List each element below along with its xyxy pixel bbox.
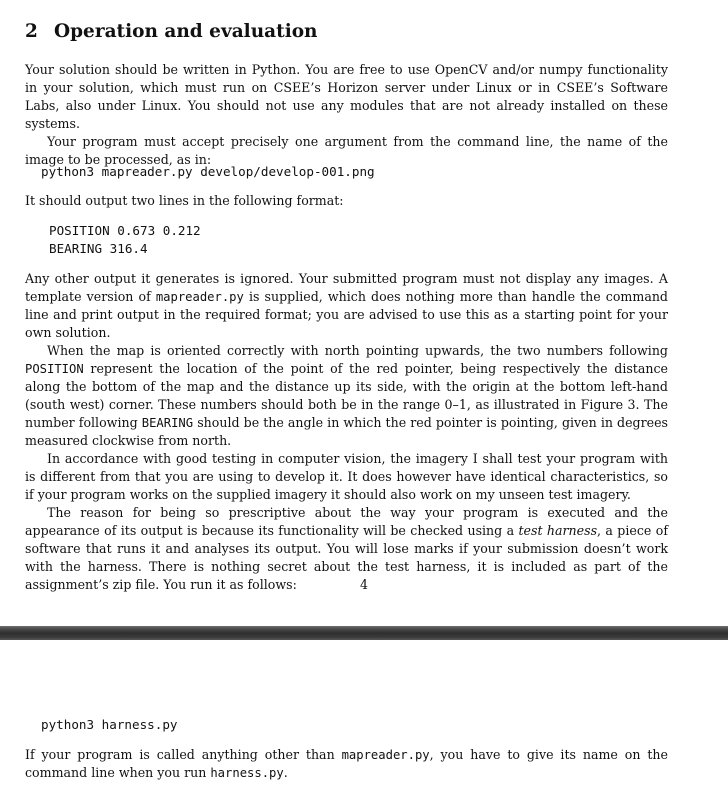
page-separator <box>0 626 728 640</box>
paragraph-requirements <box>25 61 668 169</box>
paragraph-8-text-a: If your program is called anything other than <box>25 747 342 762</box>
paragraph-5-text-a: When the map is oriented correctly with north pointing upwards, the two numbers following <box>47 343 668 358</box>
paragraph-4-text-b: is supplied, which does nothing more than handle the command line and print output in the required format; you are advised to use this as a starting point for your own solution. <box>25 289 668 340</box>
paragraph-1-text: Your solution should be written in Python. You are free to use OpenCV and/or numpy functionality in your solution, which must run on CSEE’s Horizon server under Linux or in CSEE’s Software Labs, also under Linux. You should not use any modules that are not already installed on these systems. <box>25 62 668 131</box>
paragraph-6-text: In accordance with good testing in computer vision, the imagery I shall test your program with is different from that you are using to develop it. It does however have identical characteristics, so if your program works on the supplied imagery it should also work on my unseen test imagery. <box>25 451 668 502</box>
page-5 <box>0 640 728 787</box>
output-bearing-line: BEARING 316.4 <box>49 241 148 256</box>
code-bearing: BEARING <box>141 416 194 430</box>
code-mapreader-py: mapreader.py <box>155 290 244 304</box>
code-position: POSITION <box>25 362 84 376</box>
paragraph-5-text-c: should be the angle in which the red pointer is pointing, given in degrees measured clockwise from north. <box>25 415 668 448</box>
section-heading <box>25 21 318 42</box>
command-example-mapreader: python3 mapreader.py develop/develop-001.png <box>41 164 375 179</box>
paragraph-2-text: Your program must accept precisely one argument from the command line, the name of the image to be processed, as in: <box>25 134 668 167</box>
page-number: 4 <box>359 577 368 592</box>
paragraph-7-text-a: The reason for being so prescriptive about the way your program is executed and the appearance of its output is because its functionality will be checked using a <box>25 505 668 538</box>
paragraph-details <box>25 270 668 594</box>
paragraph-7-text-b: , a piece of software that runs it and analyses its output. You will lose marks if your submission doesn’t work with the harness. There is nothing secret about the test harness, it is included as part of the assignment’s zip file. You run it as follows: <box>25 523 668 592</box>
paragraph-4-text-a: Any other output it generates is ignored. Your submitted program must not display any images. A template version of <box>25 271 668 304</box>
paragraph-harness-name <box>25 746 668 782</box>
section-title: Operation and evaluation <box>54 21 318 42</box>
paragraph-8-text-b: , you have to give its name on the command line when you run <box>25 747 668 780</box>
code-harness-py: harness.py <box>210 766 284 780</box>
output-position-line: POSITION 0.673 0.212 <box>49 223 201 238</box>
command-example-harness: python3 harness.py <box>41 717 178 732</box>
paragraph-output-format: It should output two lines in the following format: <box>25 193 344 208</box>
output-example <box>49 222 201 258</box>
code-mapreader-py-2: mapreader.py <box>341 748 430 762</box>
emphasis-test-harness: test harness <box>518 523 598 538</box>
section-number: 2 <box>25 21 38 42</box>
paragraph-8-text-c: . <box>283 765 288 780</box>
paragraph-5-text-b: represent the location of the point of the red pointer, being respectively the distance along the bottom of the map and the distance up its side, with the origin at the bottom left-hand (south west) corner. These numbers should both be in the range 0–1, as illustrated in Figure 3. The number following <box>25 361 668 430</box>
